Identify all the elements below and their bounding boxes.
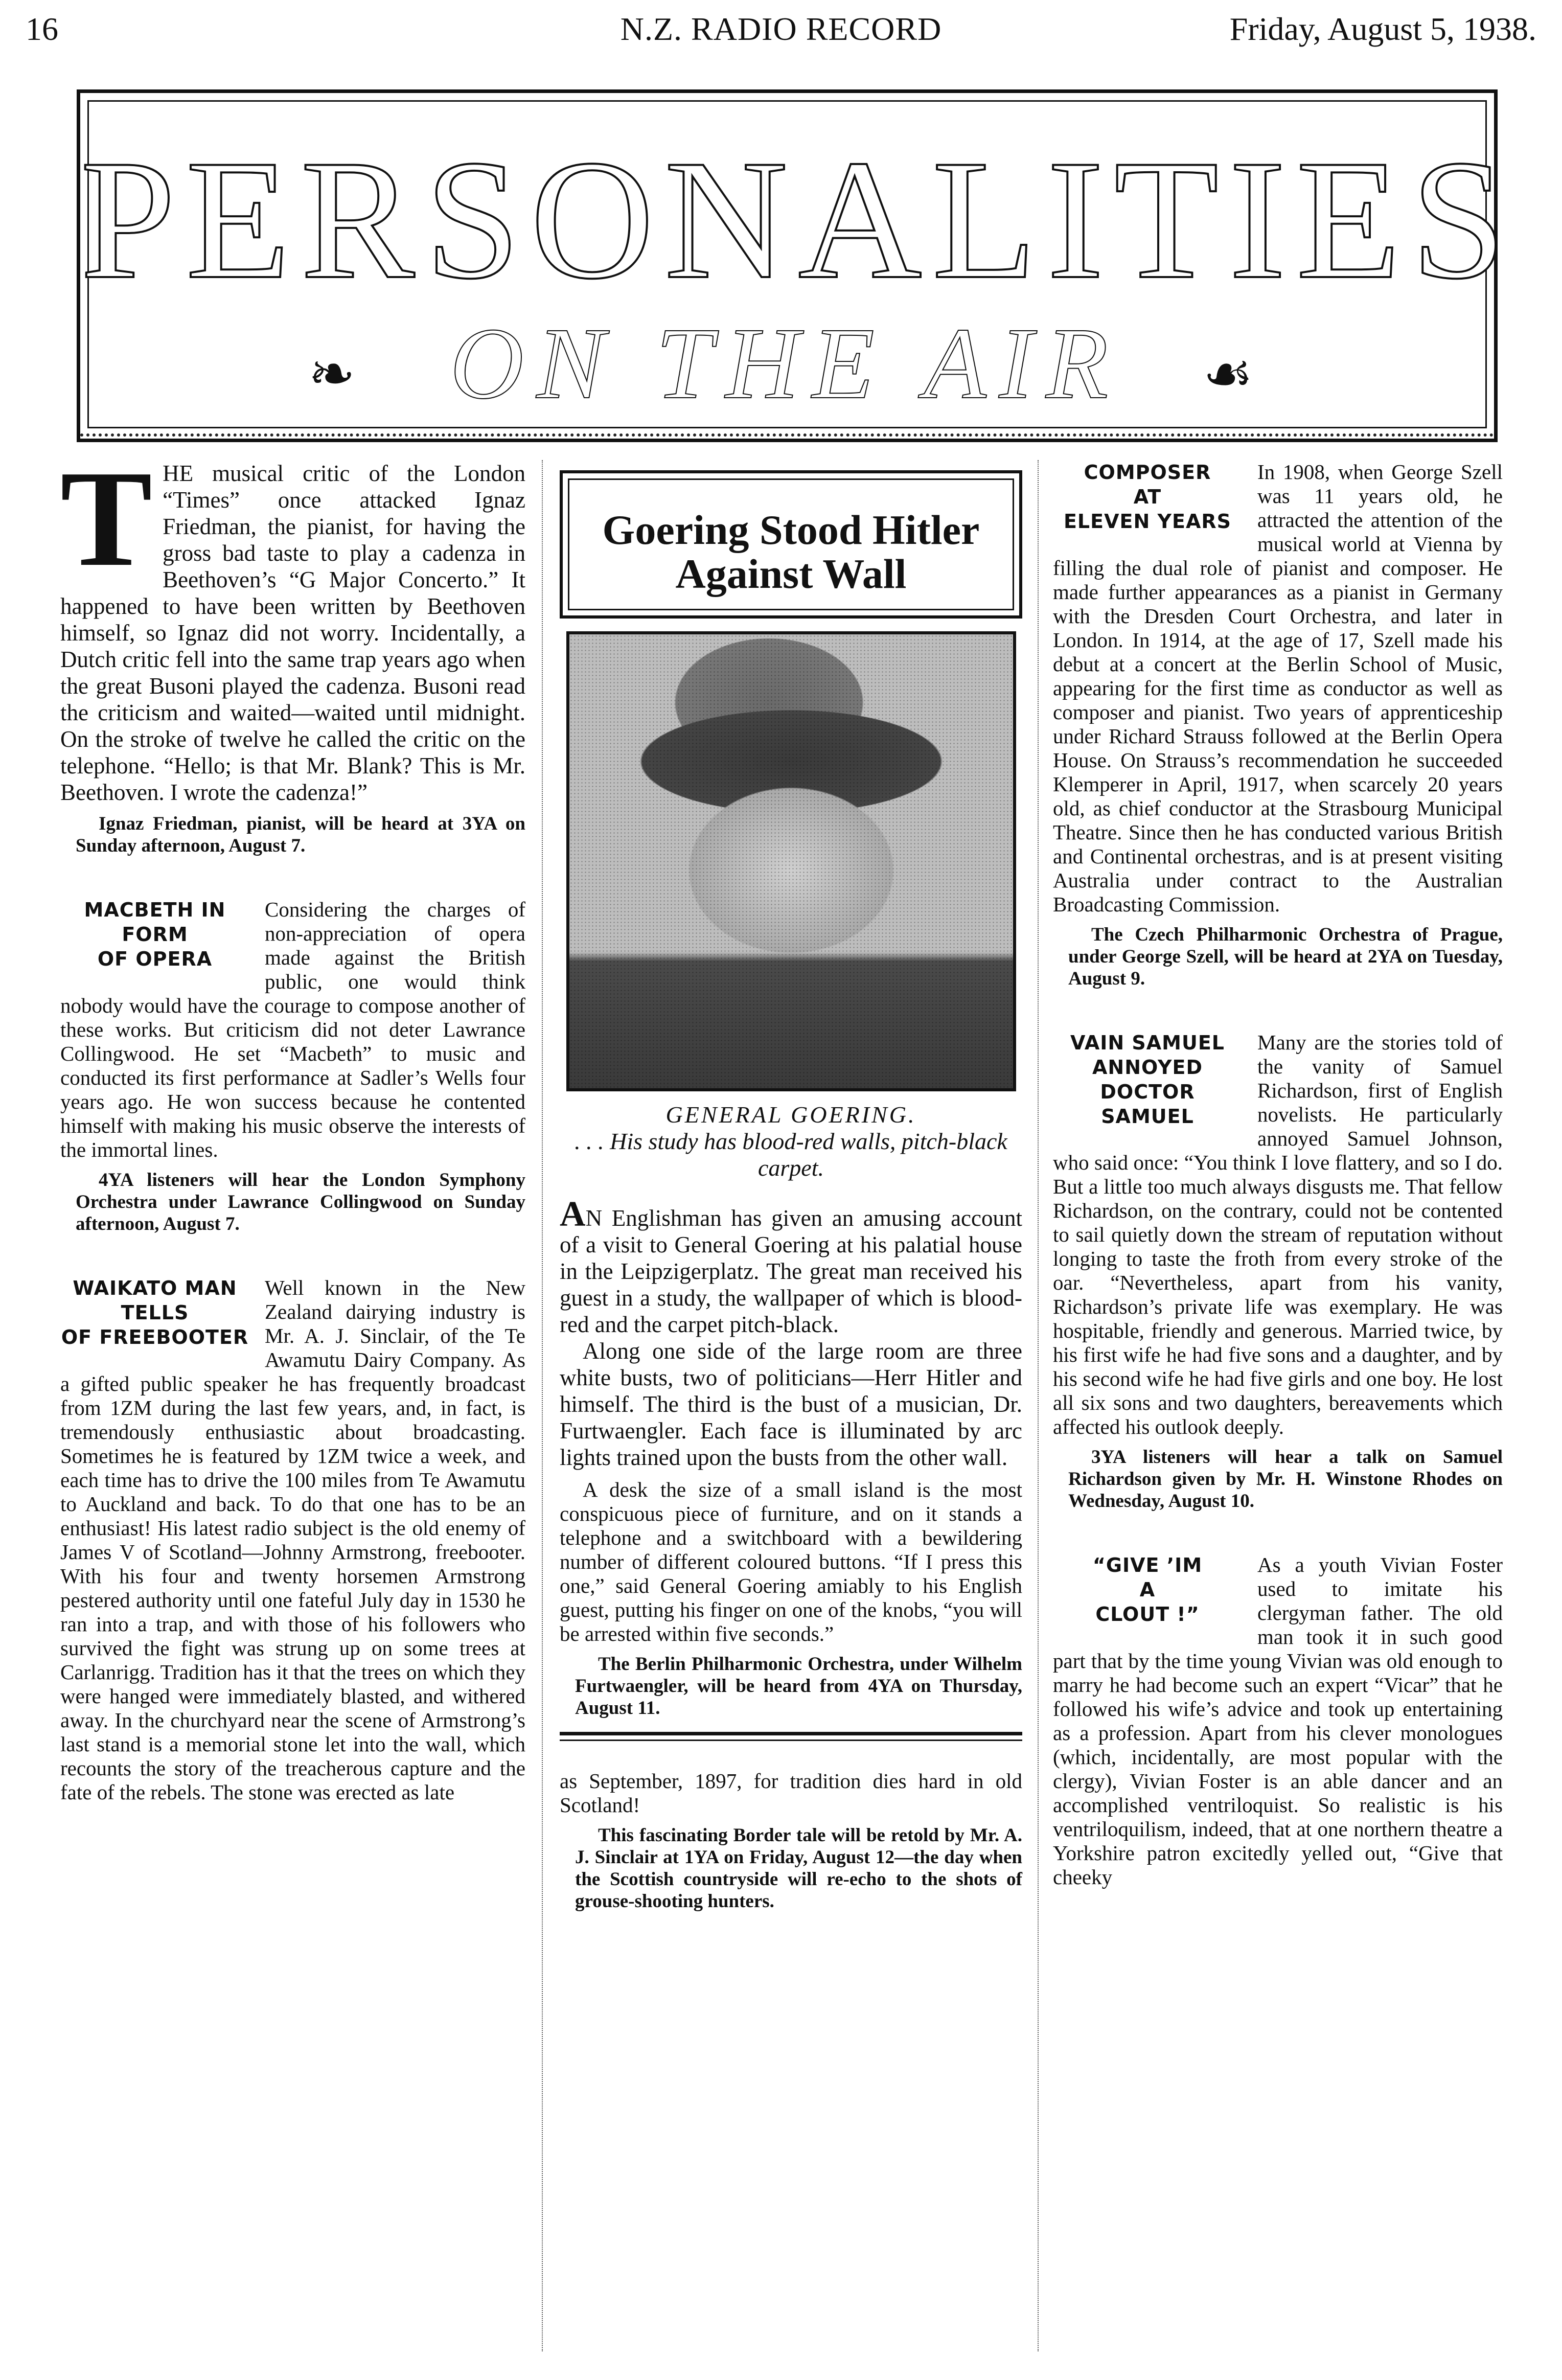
side-heading-line: TELLS bbox=[121, 1301, 189, 1324]
headline-box bbox=[560, 470, 1022, 619]
side-heading-line: VAIN SAMUEL bbox=[1070, 1032, 1225, 1054]
caption-title: GENERAL GOERING. bbox=[665, 1102, 916, 1128]
middle-column bbox=[560, 460, 1022, 1912]
paragraph: A desk the size of a small island is the most conspicuous piece of furniture, and on it stands a telephone and a switchboard with a bewildering number of different coloured buttons. “If I press this one,” said General Goering amiably to his English guest, putting his finger on one of the knobs, “you will be arrested within five seconds.” bbox=[560, 1478, 1022, 1645]
continuation-text: as September, 1897, for tradition dies hard in old Scotland! bbox=[560, 1769, 1022, 1817]
article-body: HE musical critic of the London “Times” once attacked Ignaz Friedman, the pianist, for having the gross bad taste to play a cadenza in Beethoven’s “G Major Concerto.” It happened to have been written by Beethoven himself, so Ignaz did not worry. Incidentally, a Dutch critic fell into the same trap years ago when the great Busoni played the cadenza. Busoni read the criticism and waited—waited until midnight. On the stroke of twelve he called the critic on the telephone. “Hello; is that Mr. Blank? This is Mr. Beethoven. I wrote the cadenza!” bbox=[60, 461, 525, 805]
side-heading-line: FORM bbox=[122, 923, 188, 946]
broadcast-note: The Czech Philharmonic Orchestra of Prague, under George Szell, will be heard at 2YA on Tuesday, August 9. bbox=[1068, 924, 1503, 989]
side-heading bbox=[1053, 1031, 1242, 1129]
article-body: Considering the charges of non-appreciation of opera made against the British public, one would think nobody would have the courage to compose another of these works. But criticism did not deter Lawrance Collingwood. He set “Macbeth” to music and conducted its first performance at Sadler’s Wells four years ago. He won success because he contented himself with making his music observe the interests of the immortal lines. bbox=[60, 898, 525, 1161]
side-heading bbox=[60, 1276, 249, 1349]
banner-subtitle: ON THE AIR bbox=[450, 307, 1121, 420]
broadcast-note: 3YA listeners will hear a talk on Samuel Richardson given by Mr. H. Winstone Rhodes on Wednesday, August 10. bbox=[1068, 1447, 1503, 1512]
side-heading-line: COMPOSER bbox=[1084, 461, 1211, 484]
side-heading-line: “GIVE ’IM bbox=[1092, 1554, 1203, 1576]
right-column bbox=[1053, 460, 1503, 1889]
side-heading-line: CLOUT !” bbox=[1095, 1603, 1200, 1626]
article-szell bbox=[1053, 460, 1503, 990]
article-foster bbox=[1053, 1553, 1503, 1889]
headline: Goering Stood Hitler bbox=[602, 507, 980, 553]
broadcast-note: The Berlin Philharmonic Orchestra, under Wilhelm Furtwaengler, will be heard from 4YA on Thursday, August 11. bbox=[575, 1654, 1022, 1719]
broadcast-note: Ignaz Friedman, pianist, will be heard at 3YA on Sunday afternoon, August 7. bbox=[76, 813, 525, 856]
side-heading-line: ELEVEN YEARS bbox=[1063, 510, 1232, 533]
side-heading-line: AT bbox=[1133, 486, 1162, 508]
column-rule bbox=[1038, 460, 1039, 2351]
article-body: As a youth Vivian Foster used to imitate his clergyman father. The old man took it in such good part that by the time young Vivian was old enough to marry he had become such an expert “Vicar” that he followed his wife’s advice and took up entertaining as a profession. Apart from his clever monologues (which, incidentally, are most popular with the clergy), Vivian Foster is an able dancer and an accomplished ventriloquist. So realistic is his ventriloquilism, indeed, that at one northern theatre a Yorkshire patron excitedly yelled out, “Give that cheeky bbox=[1053, 1553, 1503, 1889]
side-heading-line: A bbox=[1139, 1578, 1156, 1601]
side-heading-line: MACBETH IN bbox=[84, 899, 226, 921]
portrait-photo bbox=[566, 631, 1016, 1091]
headline-frame bbox=[568, 478, 1014, 610]
paragraph: Along one side of the large room are three white busts, two of politicians—Herr Hitler and himself. The third is the bust of a musician, Dr. Furtwaengler. Each face is illuminated by arc lights trained upon the busts from the other wall. bbox=[560, 1338, 1022, 1470]
broadcast-note: 4YA listeners will hear the London Symphony Orchestra under Lawrance Collingwood on Sunday afternoon, August 7. bbox=[76, 1170, 525, 1234]
drop-cap: A bbox=[560, 1195, 586, 1234]
article-body: Well known in the New Zealand dairying industry is Mr. A. J. Sinclair, of the Te Awamutu Dairy Company. As a gifted public speaker he has frequently broadcast from 1ZM during the last few years, and, in fact, is tremendously enthusiastic about broadcasting. Sometimes he is featured by 1ZM twice a week, and each time has to drive the 100 miles from Te Awamutu to Auckland and back. To do that one has to be an enthusiast! His latest radio subject is the old enemy of James V of Scotland—Johnny Armstrong, freebooter. With his four and twenty horsemen Armstrong pestered authority until one fateful July day in 1530 he ran into a trap, and with those of his followers who survived the fight was strung up on some trees at Carlanrigg. Tradition has it that the trees on which they were hanged were immediately blasted, and withered away. In the churchyard near the scene of Armstrong’s last stand is a memorial stone let into the wall, which recounts the story of the treacherous capture and the fate of the rebels. The stone was erected as late bbox=[60, 1276, 525, 1804]
banner-subtitle-row bbox=[80, 307, 1494, 420]
fleuron-icon: ☙ bbox=[1203, 343, 1266, 406]
article-body: Many are the stories told of the vanity of Samuel Richardson, first of English novelists. He particularly annoyed Samuel Johnson, who said once: “You think I love flattery, and so I do. But a little too much always disgusts me. That fellow Richardson, on the contrary, could not be contented to sail quietly down the stream of reputation without longing to taste the froth from every stroke of the oar. “Nevertheless, apart from his vanity, Richardson’s private life was exemplary. He was hospitable, friendly and generous. Married twice, by his first wife he had five sons and a daughter, and by his second wife he had five girls and one boy. He lost all six sons and two daughters, bereavements which affected his outlook deeply. bbox=[1053, 1031, 1503, 1438]
fleuron-icon: ❧ bbox=[308, 343, 369, 406]
broadcast-note: This fascinating Border tale will be retold by Mr. A. J. Sinclair at 1YA on Friday, August 12—the day when the Scottish countryside will re-echo to the shots of grouse-shooting hunters. bbox=[575, 1825, 1022, 1912]
left-column bbox=[60, 442, 525, 1804]
article-richardson bbox=[1053, 1031, 1503, 1512]
side-heading bbox=[1053, 1553, 1242, 1627]
photo-caption bbox=[560, 1102, 1022, 1181]
section-banner bbox=[77, 89, 1517, 442]
side-heading-line: DOCTOR SAMUEL bbox=[1100, 1081, 1195, 1128]
drop-cap: T bbox=[60, 442, 153, 595]
banner-title: PERSONALITIES bbox=[80, 125, 1517, 314]
section-divider bbox=[560, 1732, 1022, 1741]
side-heading-line: OF FREEBOOTER bbox=[61, 1326, 249, 1348]
publication-title: N.Z. RADIO RECORD bbox=[620, 11, 942, 47]
banner-rule bbox=[80, 433, 1494, 437]
side-heading-line: WAIKATO MAN bbox=[73, 1277, 237, 1299]
caption-text: . . . His study has blood-red walls, pitch-black carpet. bbox=[575, 1128, 1007, 1181]
side-heading-line: OF OPERA bbox=[97, 948, 213, 970]
issue-date: Friday, August 5, 1938. bbox=[1229, 11, 1536, 47]
side-heading bbox=[1053, 460, 1242, 534]
article-waikato bbox=[60, 1276, 525, 1804]
headline: Against Wall bbox=[675, 551, 907, 597]
side-heading bbox=[60, 898, 249, 971]
paragraph: N Englishman has given an amusing account of a visit to General Goering at his palatial house in the Leipzigerplatz. The great man received his guest in a study, the wallpaper of which is blood-red and the carpet pitch-black. bbox=[560, 1205, 1022, 1337]
side-heading-line: ANNOYED bbox=[1092, 1056, 1203, 1079]
page-number: 16 bbox=[26, 11, 58, 47]
article-friedman bbox=[60, 442, 525, 857]
article-body bbox=[560, 1195, 1022, 1338]
column-rule bbox=[542, 460, 543, 2351]
article-macbeth bbox=[60, 898, 525, 1235]
masthead bbox=[26, 10, 1536, 51]
article-body: In 1908, when George Szell was 11 years old, he attracted the attention of the musical world at Vienna by filling the dual role of pianist and composer. He made further appearances as a pianist in Germany with the Dresden Court Orchestra, and later in London. In 1914, at the age of 17, Szell made his debut at a concert at the Berlin School of Music, appearing for the first time as conductor as well as composer and pianist. Two years of apprenticeship under Richard Strauss followed at the Berlin Opera House. On Strauss’s recommendation he succeeded Klemperer in April, 1917, when scarcely 20 years old, as chief conductor at the Strasbourg Municipal Theatre. Since then he has conducted various British and Continental orchestras, and is at present visiting Australia under contract to the Australian Broadcasting Commission. bbox=[1053, 460, 1503, 916]
